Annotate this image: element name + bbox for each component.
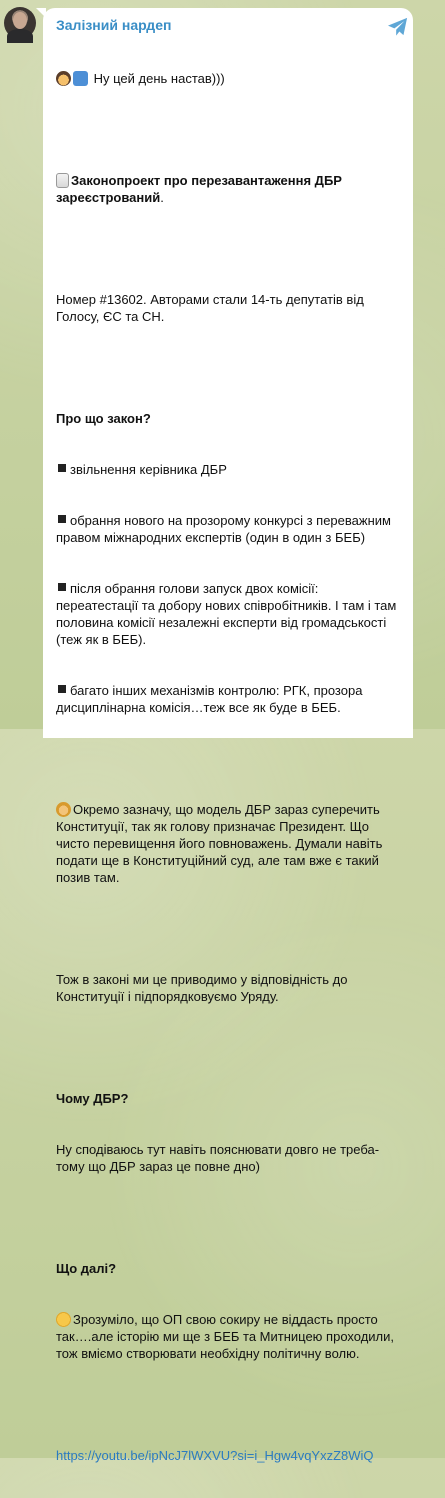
cycle-arrows-emoji-icon — [73, 71, 88, 86]
bullet-square-icon — [58, 464, 66, 472]
bill-title-line — [56, 172, 401, 206]
channel-name[interactable]: Залізний нардеп — [56, 17, 172, 33]
intro-line — [56, 70, 401, 87]
bullet-item: обрання нового на прозорому конкурсі з переважним правом міжнародних експертів (один в один з БЕБ) — [56, 513, 395, 545]
why-text: Ну сподіваюсь тут навіть пояснювати довго не треба- тому що ДБР зараз це повне дно) — [56, 1142, 383, 1174]
avatar-face — [13, 12, 27, 29]
next-text: Зрозуміло, що ОП свою сокиру не віддасть просто так….але історію ми ще з БЕБ та Митницею проходили, тож вміємо створювати необхідну політичну волю. — [56, 1312, 398, 1361]
bill-title: Законопроект про перезавантаження ДБР зареєстрований — [56, 173, 346, 205]
alignment-paragraph: Тож в законі ми це приводимо у відповідність до Конституції і підпорядковуємо Уряду. — [56, 972, 352, 1004]
message-text — [56, 36, 401, 1498]
bullet-square-icon — [58, 515, 66, 523]
bill-title-end: . — [160, 190, 164, 205]
next-heading: Що далі? — [56, 1261, 117, 1276]
bullet-item: звільнення керівника ДБР — [56, 461, 401, 478]
why-heading: Чому ДБР? — [56, 1091, 129, 1106]
document-emoji-icon — [56, 173, 69, 188]
about-heading: Про що закон? — [56, 411, 151, 426]
link-line — [56, 1447, 401, 1464]
smirk-emoji-icon — [56, 1312, 71, 1327]
bullet-item: багато інших механізмів контролю: РГК, прозора дисциплінарна комісія…теж все як буде в БЕБ. — [56, 683, 367, 715]
avatar-shirt — [7, 29, 33, 43]
share-icon[interactable] — [387, 17, 409, 37]
bullet-item: після обрання голови запуск двох комісії: переатестації та добору нових співробітників. І там і там половина комісії незалежні експерти від громадськості (теж як в БЕБ). — [56, 581, 400, 647]
woman-emoji-icon — [56, 802, 71, 817]
bullet-square-icon — [58, 583, 66, 591]
constitution-note: Окремо зазначу, що модель ДБР зараз суперечить Конституції, так як голову призначає Президент. Що чисто перевищення його повноважень. Думали навіть подати ще в Конституційний суд, але там вже є такий позив там. — [56, 802, 386, 885]
message-bubble — [43, 8, 413, 1463]
intro-text: Ну цей день настав))) — [93, 71, 225, 86]
youtube-link[interactable]: https://youtu.be/ipNcJ7lWXVU?si=i_Hgw4vqYxzZ8WiQ — [56, 1448, 374, 1463]
bullet-square-icon — [58, 685, 66, 693]
channel-avatar[interactable] — [4, 7, 36, 39]
detective-emoji-icon — [56, 71, 71, 86]
bill-number-line: Номер #13602. Авторами стали 14-ть депутатів від Голосу, ЄС та СН. — [56, 292, 368, 324]
